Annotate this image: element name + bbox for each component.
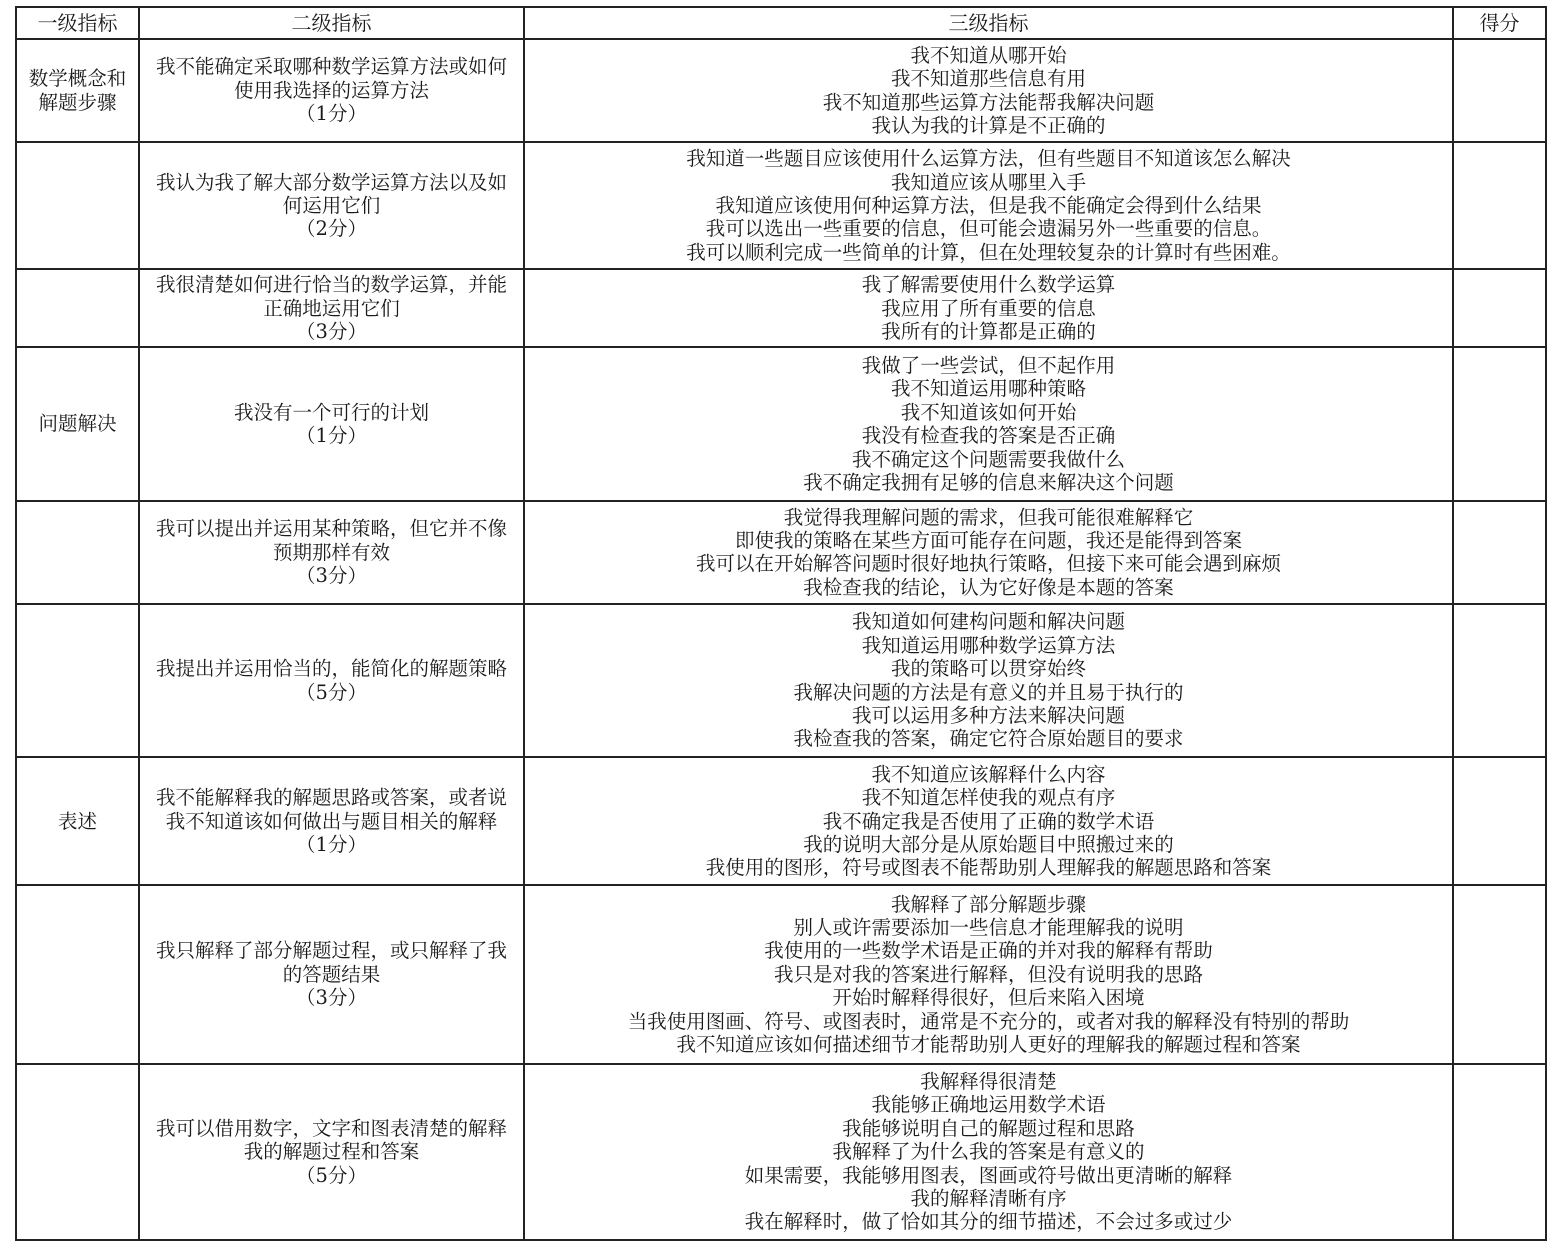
score-cell[interactable]: [1453, 885, 1546, 1063]
level2-text: 我很清楚如何进行恰当的数学运算，并能正确地运用它们: [155, 273, 507, 320]
level3-line: 我了解需要使用什么数学运算: [861, 273, 1116, 297]
level3-line: 我认为我的计算是不正确的: [871, 113, 1106, 137]
table-row: [16, 347, 1546, 500]
level3-line: 我知道应该使用何种运算方法，但是我不能确定会得到什么结果: [715, 194, 1262, 218]
level3-line: 我使用的一些数学术语是正确的并对我的解释有帮助: [764, 939, 1213, 963]
level3-line: 我的解释清晰有序: [910, 1186, 1067, 1210]
level3-line: 我可以在开始解答问题时很好地执行策略，但接下来可能会遇到麻烦: [695, 552, 1281, 576]
level3-line: 如果需要，我能够用图表，图画或符号做出更清晰的解释: [744, 1163, 1233, 1187]
level3-line: 开始时解释得很好，但后来陷入困境: [832, 986, 1145, 1010]
level3-cell: [524, 39, 1453, 142]
table-row: [16, 1064, 1546, 1240]
header-level3: 三级指标: [524, 7, 1453, 39]
level3-line: 我解释得很清楚: [920, 1069, 1057, 1093]
level3-cell: [524, 269, 1453, 347]
level2-text: 我提出并运用恰当的，能简化的解题策略: [155, 657, 507, 681]
level2-text: 我不能确定采取哪种数学运算方法或如何使用我选择的运算方法: [155, 55, 507, 102]
table-row: [16, 604, 1546, 757]
level3-line: 别人或许需要添加一些信息才能理解我的说明: [793, 915, 1184, 939]
level2-cell: [139, 885, 524, 1063]
level3-cell: [524, 757, 1453, 885]
level3-line: 我没有检查我的答案是否正确: [861, 424, 1116, 448]
level3-line: 我使用的图形，符号或图表不能帮助别人理解我的解题思路和答案: [705, 856, 1272, 880]
table-row: [16, 269, 1546, 347]
level1-cell: [16, 142, 139, 269]
level3-line: 我只是对我的答案进行解释，但没有说明我的思路: [773, 962, 1203, 986]
points-label: （3分）: [296, 320, 367, 344]
level3-cell: [524, 1064, 1453, 1240]
level1-cell: [16, 604, 139, 757]
level1-cell: [16, 269, 139, 347]
score-cell[interactable]: [1453, 39, 1546, 142]
level2-text: 我可以借用数字，文字和图表清楚的解释我的解题过程和答案: [155, 1116, 507, 1164]
table-row: [16, 501, 1546, 604]
level3-line: 我不确定我是否使用了正确的数学术语: [822, 809, 1155, 833]
table-row: [16, 885, 1546, 1063]
table-row: [16, 757, 1546, 885]
level3-line: 我不确定这个问题需要我做什么: [851, 447, 1125, 471]
level3-line: 我解释了为什么我的答案是有意义的: [832, 1140, 1145, 1164]
level2-text: 我不能解释我的解题思路或答案，或者说我不知道该如何做出与题目相关的解释: [155, 786, 507, 833]
level1-cell: [16, 885, 139, 1063]
level3-line: 我可以顺利完成一些简单的计算，但在处理较复杂的计算时有些困难。: [686, 240, 1291, 264]
level3-line: 我可以运用多种方法来解决问题: [851, 703, 1125, 727]
points-label: （1分）: [296, 424, 367, 448]
level3-line: 我不确定我拥有足够的信息来解决这个问题: [803, 470, 1174, 494]
level2-cell: [139, 39, 524, 142]
level1-cell: [16, 1064, 139, 1240]
level3-line: 我可以选出一些重要的信息，但可能会遗漏另外一些重要的信息。: [705, 217, 1272, 241]
level3-line: 我不知道应该如何描述细节才能帮助别人更好的理解我的解题过程和答案: [676, 1033, 1301, 1056]
level2-cell: [139, 347, 524, 500]
level2-cell: [139, 1064, 524, 1240]
level3-line: 我知道运用哪种数学运算方法: [861, 633, 1116, 657]
level3-line: 我知道一些题目应该使用什么运算方法，但有些题目不知道该怎么解决: [686, 147, 1291, 171]
level3-line: 我能够说明自己的解题过程和思路: [842, 1116, 1135, 1140]
points-label: （2分）: [296, 217, 367, 241]
level3-line: 我不知道那些运算方法能帮我解决问题: [822, 90, 1155, 114]
level3-line: 即使我的策略在某些方面可能存在问题，我还是能得到答案: [734, 528, 1242, 552]
level1-text: 问题解决: [38, 412, 117, 436]
level1-cell: [16, 757, 139, 885]
level3-line: 我做了一些尝试，但不起作用: [861, 353, 1116, 377]
level2-cell: [139, 501, 524, 604]
level3-line: 我所有的计算都是正确的: [881, 320, 1096, 344]
level3-cell: [524, 885, 1453, 1063]
level1-cell: [16, 347, 139, 500]
level3-line: 我不知道从哪开始: [910, 43, 1067, 67]
level3-line: 我在解释时，做了恰如其分的细节描述，不会过多或过少: [744, 1210, 1233, 1234]
level2-cell: [139, 757, 524, 885]
points-label: （5分）: [296, 680, 367, 704]
level3-line: 我检查我的答案，确定它符合原始题目的要求: [793, 727, 1184, 751]
score-cell[interactable]: [1453, 1064, 1546, 1240]
level2-text: 我没有一个可行的计划: [233, 400, 429, 424]
level3-line: 我解决问题的方法是有意义的并且易于执行的: [793, 680, 1184, 704]
score-cell[interactable]: [1453, 347, 1546, 500]
level3-line: 我的说明大部分是从原始题目中照搬过来的: [803, 832, 1174, 856]
points-label: （1分）: [296, 102, 367, 126]
header-level2: 二级指标: [139, 7, 524, 39]
rubric-table: [15, 6, 1547, 1241]
level3-line: 我解释了部分解题步骤: [890, 892, 1086, 916]
level2-text: 我认为我了解大部分数学运算方法以及如何运用它们: [155, 170, 507, 218]
level3-line: 我应用了所有重要的信息: [881, 296, 1096, 320]
score-cell[interactable]: [1453, 757, 1546, 885]
level3-cell: [524, 501, 1453, 604]
table-row: [16, 39, 1546, 142]
level2-cell: [139, 142, 524, 269]
level1-text: 数学概念和解题步骤: [28, 67, 127, 114]
table-row: [16, 142, 1546, 269]
level2-text: 我只解释了部分解题过程，或只解释了我的答题结果: [155, 939, 507, 986]
level1-cell: [16, 39, 139, 142]
level3-line: 我不知道运用哪种策略: [890, 377, 1086, 401]
score-cell[interactable]: [1453, 501, 1546, 604]
level2-cell: [139, 604, 524, 757]
level3-line: 我不知道应该解释什么内容: [871, 762, 1106, 786]
points-label: （1分）: [296, 832, 367, 856]
points-label: （5分）: [296, 1163, 367, 1187]
level3-line: 我能够正确地运用数学术语: [871, 1093, 1106, 1117]
points-label: （3分）: [296, 986, 367, 1010]
level3-line: 我觉得我理解问题的需求，但我可能很难解释它: [783, 505, 1194, 529]
level3-line: 我知道如何建构问题和解决问题: [851, 610, 1125, 634]
score-cell[interactable]: [1453, 142, 1546, 269]
level1-cell: [16, 501, 139, 604]
header-level1: 一级指标: [16, 7, 139, 39]
level3-line: 我不知道该如何开始: [900, 400, 1077, 424]
level3-cell: [524, 347, 1453, 500]
score-cell[interactable]: [1453, 269, 1546, 347]
level2-cell: [139, 269, 524, 347]
level3-line: 我知道应该从哪里入手: [890, 170, 1086, 194]
header-row: [16, 7, 1546, 39]
score-cell[interactable]: [1453, 604, 1546, 757]
points-label: （3分）: [296, 564, 367, 588]
level3-line: 当我使用图画、符号、或图表时，通常是不充分的，或者对我的解释没有特别的帮助: [627, 1009, 1350, 1033]
level3-line: 我不知道怎样使我的观点有序: [861, 786, 1116, 810]
level3-cell: [524, 604, 1453, 757]
level1-text: 表述: [57, 809, 97, 833]
header-score: 得分: [1453, 7, 1546, 39]
level3-line: 我不知道那些信息有用: [890, 67, 1086, 91]
level3-line: 我检查我的结论，认为它好像是本题的答案: [803, 575, 1174, 599]
level2-text: 我可以提出并运用某种策略，但它并不像预期那样有效: [155, 517, 507, 564]
level3-line: 我的策略可以贯穿始终: [890, 657, 1086, 681]
level3-cell: [524, 142, 1453, 269]
